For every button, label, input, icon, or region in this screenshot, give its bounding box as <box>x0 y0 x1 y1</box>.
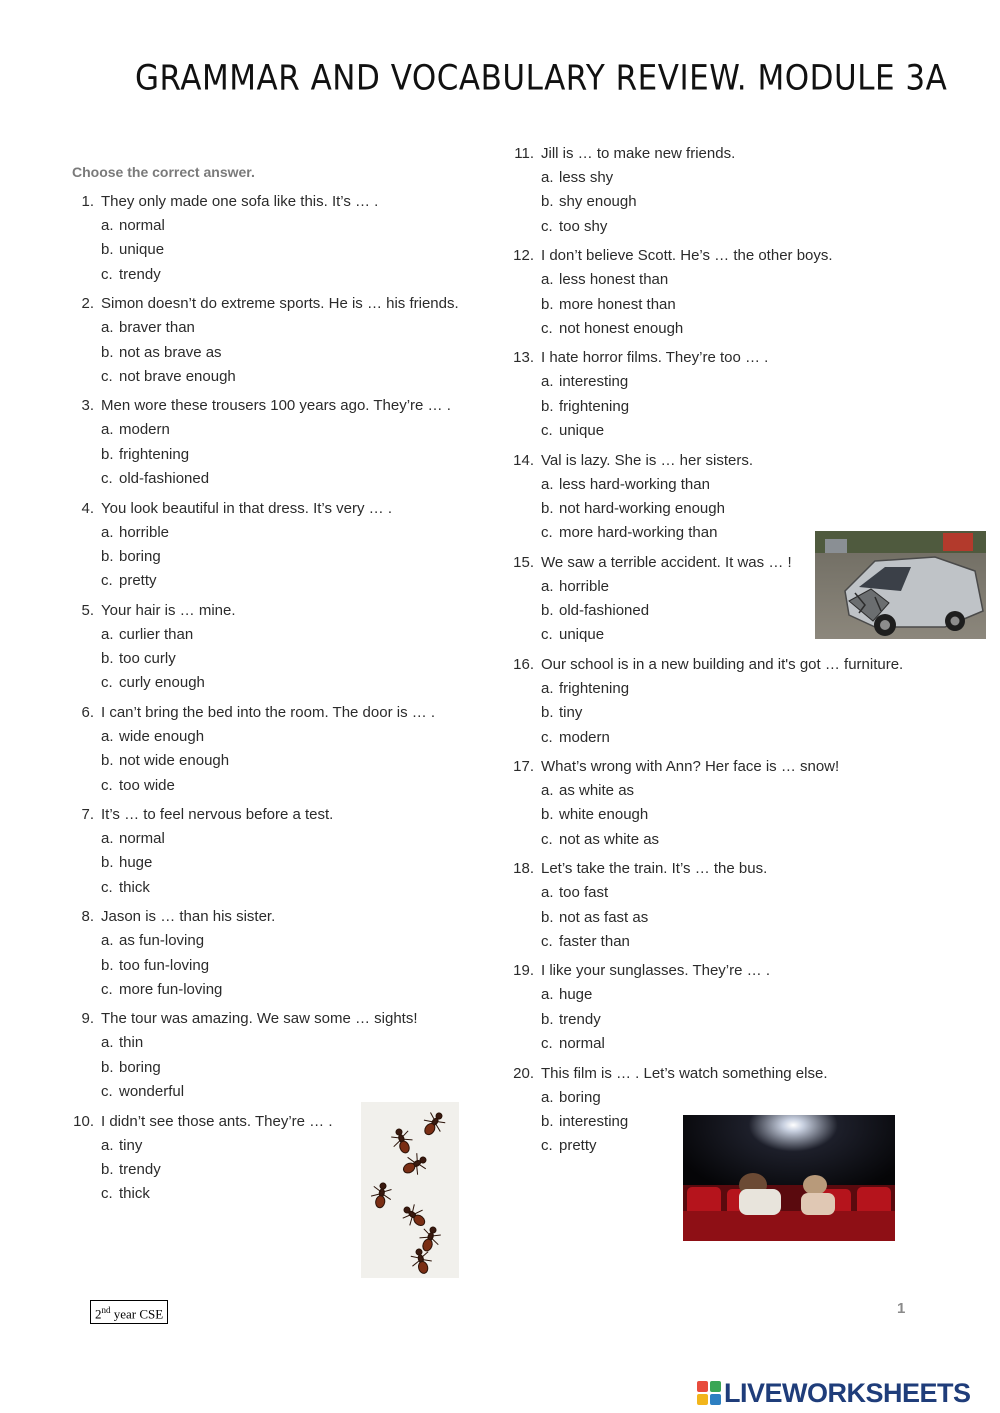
answer-option[interactable] <box>541 395 971 419</box>
option-text: horrible <box>559 577 610 595</box>
question-item <box>81 292 481 389</box>
question-item <box>81 1007 481 1104</box>
answer-option[interactable] <box>101 1031 481 1055</box>
course-label <box>90 1300 168 1324</box>
answer-option[interactable] <box>541 497 971 521</box>
option-letter: b. <box>541 908 554 926</box>
question-number: 9. <box>81 1010 94 1028</box>
liveworksheets-logo[interactable] <box>697 1376 971 1410</box>
option-letter: b. <box>541 295 554 313</box>
option-letter: c. <box>541 422 553 440</box>
question-text: I don’t believe Scott. He’s … the other boys. <box>541 247 833 265</box>
answer-option[interactable] <box>541 779 971 803</box>
option-text: too curly <box>119 650 176 668</box>
page-title: GRAMMAR AND VOCABULARY REVIEW. MODULE 3A <box>135 58 948 99</box>
answer-option[interactable] <box>101 978 481 1002</box>
option-letter: c. <box>541 217 553 235</box>
option-letter: c. <box>541 830 553 848</box>
question-text: I like your sunglasses. They’re … . <box>541 962 770 980</box>
cinema-illustration <box>683 1115 895 1241</box>
answer-option[interactable] <box>101 214 481 238</box>
option-letter: a. <box>541 884 554 902</box>
option-letter: b. <box>101 547 114 565</box>
option-letter: c. <box>541 1137 553 1155</box>
question-item <box>81 905 481 1002</box>
answer-option[interactable] <box>541 906 971 930</box>
option-letter: b. <box>101 1160 114 1178</box>
option-text: not as white as <box>559 830 660 848</box>
question-text: They only made one sofa like this. It’s … . <box>101 193 379 210</box>
option-letter: a. <box>101 319 114 337</box>
car-accident-illustration <box>815 531 986 639</box>
answer-option[interactable] <box>541 726 971 750</box>
question-number: 3. <box>81 397 94 415</box>
question-text: You look beautiful in that dress. It’s very … . <box>101 499 392 517</box>
option-text: boring <box>119 547 161 565</box>
option-text: old-fashioned <box>119 470 210 488</box>
option-letter: c. <box>101 265 113 283</box>
question-item <box>81 497 481 594</box>
question-text: Jill is … to make new friends. <box>541 145 736 162</box>
option-text: thin <box>119 1034 144 1052</box>
option-letter: a. <box>541 679 554 697</box>
question-item <box>81 701 481 798</box>
question-stem <box>81 1007 481 1031</box>
option-text: as fun-loving <box>119 932 205 950</box>
option-letter: a. <box>541 271 554 289</box>
option-letter: a. <box>541 782 554 800</box>
option-letter: c. <box>101 980 113 998</box>
question-number: 19. <box>513 962 534 980</box>
question-number: 11. <box>514 145 534 162</box>
question-item <box>513 959 971 1056</box>
option-text: huge <box>559 986 593 1004</box>
option-text: thick <box>119 1185 150 1203</box>
question-text: Jason is … than his sister. <box>101 908 276 926</box>
option-letter: b. <box>101 752 114 770</box>
option-letter: c. <box>101 367 113 385</box>
answer-option[interactable] <box>101 876 481 900</box>
question-text: This film is … . Let’s watch something else. <box>541 1064 828 1082</box>
answer-option[interactable] <box>541 881 971 905</box>
answer-option[interactable] <box>101 1080 481 1104</box>
option-letter: c. <box>541 524 553 542</box>
question-stem <box>514 142 971 166</box>
question-text: Val is lazy. She is … her sisters. <box>541 451 754 469</box>
question-stem <box>81 701 481 725</box>
question-text: Men wore these trousers 100 years ago. They’re … . <box>101 397 451 415</box>
option-text: normal <box>119 830 165 848</box>
question-number: 4. <box>81 499 94 517</box>
answer-option[interactable] <box>541 317 971 341</box>
option-text: trendy <box>119 265 161 283</box>
question-number: 1. <box>81 193 94 210</box>
question-number: 5. <box>81 601 94 619</box>
option-letter: a. <box>541 986 554 1004</box>
answer-option[interactable] <box>101 521 481 545</box>
option-text: not hard-working enough <box>559 499 725 517</box>
option-letter: b. <box>101 854 114 872</box>
option-letter: a. <box>101 727 114 745</box>
option-text: normal <box>119 217 165 234</box>
option-text: less shy <box>559 169 614 186</box>
question-number: 13. <box>513 349 534 367</box>
question-item <box>513 755 971 852</box>
option-letter: c. <box>101 572 113 590</box>
option-letter: b. <box>541 193 554 211</box>
answer-option[interactable] <box>541 803 971 827</box>
answer-option[interactable] <box>101 929 481 953</box>
question-text: We saw a terrible accident. It was … ! <box>541 553 792 571</box>
option-letter: a. <box>541 475 554 493</box>
option-text: wide enough <box>119 727 205 745</box>
logo-square-green <box>710 1381 721 1392</box>
answer-option[interactable] <box>101 774 481 798</box>
option-letter: a. <box>101 1034 114 1052</box>
question-number: 18. <box>513 860 534 878</box>
question-stem <box>81 803 481 827</box>
option-text: unique <box>119 241 165 259</box>
option-text: boring <box>119 1058 161 1076</box>
option-text: too shy <box>559 217 608 235</box>
option-text: less hard-working than <box>559 475 710 493</box>
option-text: more hard-working than <box>559 524 718 542</box>
option-letter: b. <box>541 397 554 415</box>
option-text: not honest enough <box>559 319 684 337</box>
course-suffix-sup: nd <box>101 1305 111 1315</box>
answer-option[interactable] <box>101 623 481 647</box>
option-letter: c. <box>541 1035 553 1053</box>
option-text: modern <box>119 421 170 439</box>
question-text: Your hair is … mine. <box>101 601 236 619</box>
option-letter: b. <box>541 704 554 722</box>
question-stem <box>81 190 481 214</box>
option-text: huge <box>119 854 153 872</box>
question-stem <box>513 346 971 370</box>
option-text: white enough <box>559 806 649 824</box>
option-text: thick <box>119 878 150 896</box>
question-item <box>514 142 971 239</box>
ants-illustration <box>361 1102 459 1278</box>
option-letter: b. <box>541 602 554 620</box>
question-number: 15. <box>513 553 534 571</box>
answer-option[interactable] <box>541 268 971 292</box>
question-stem <box>81 497 481 521</box>
option-text: faster than <box>559 932 630 950</box>
option-text: interesting <box>559 1112 629 1130</box>
liveworksheets-logo-icon <box>697 1381 721 1405</box>
option-text: too fast <box>559 884 609 902</box>
answer-option[interactable] <box>541 677 971 701</box>
option-letter: b. <box>541 499 554 517</box>
question-number: 10. <box>73 1112 94 1130</box>
answer-option[interactable] <box>541 166 971 190</box>
answer-option[interactable] <box>101 671 481 695</box>
option-letter: a. <box>541 373 554 391</box>
answer-option[interactable] <box>101 827 481 851</box>
option-text: not wide enough <box>119 752 230 770</box>
page-number: 1 <box>897 1300 906 1317</box>
option-text: horrible <box>119 523 170 541</box>
answer-option[interactable] <box>541 1008 971 1032</box>
answer-option[interactable] <box>101 569 481 593</box>
instruction-text: Choose the correct answer. <box>72 164 255 180</box>
option-text: more honest than <box>559 295 676 313</box>
question-text: The tour was amazing. We saw some … sights! <box>101 1010 418 1028</box>
option-text: less honest than <box>559 271 669 289</box>
option-letter: b. <box>541 1010 554 1028</box>
question-number: 7. <box>81 806 94 824</box>
question-text: I can’t bring the bed into the room. The door is … . <box>101 703 436 721</box>
option-letter: b. <box>541 806 554 824</box>
option-letter: c. <box>541 932 553 950</box>
option-text: curly enough <box>119 674 205 692</box>
question-stem <box>513 244 971 268</box>
option-letter: a. <box>101 523 114 541</box>
question-item <box>81 599 481 696</box>
question-number: 17. <box>513 758 534 776</box>
option-text: pretty <box>559 1137 597 1155</box>
option-text: too wide <box>119 776 175 794</box>
option-letter: c. <box>101 470 113 488</box>
option-letter: b. <box>101 1058 114 1076</box>
car-accident-photo <box>815 531 986 639</box>
question-item <box>513 857 971 954</box>
course-prefix: 2 <box>95 1306 102 1322</box>
question-text: What’s wrong with Ann? Her face is … snow! <box>541 758 840 776</box>
option-text: not as fast as <box>559 908 649 926</box>
option-text: not brave enough <box>119 367 236 385</box>
option-letter: a. <box>101 625 114 643</box>
answer-option[interactable] <box>101 749 481 773</box>
option-letter: c. <box>541 319 553 337</box>
question-item <box>81 394 481 491</box>
question-item <box>81 190 481 287</box>
option-text: normal <box>559 1035 605 1053</box>
option-text: wonderful <box>119 1083 185 1101</box>
question-text: Our school is in a new building and it's got … furniture. <box>541 655 904 673</box>
answer-option[interactable] <box>101 1056 481 1080</box>
answer-option[interactable] <box>101 467 481 491</box>
answer-option[interactable] <box>541 930 971 954</box>
bored-cinema-audience-photo <box>683 1115 895 1241</box>
question-text: Simon doesn’t do extreme sports. He is … his friends. <box>101 295 459 313</box>
question-item <box>81 803 481 900</box>
answer-option[interactable] <box>541 190 971 214</box>
question-number: 12. <box>513 247 534 265</box>
question-number: 16. <box>513 655 534 673</box>
answer-option[interactable] <box>101 545 481 569</box>
option-letter: a. <box>541 169 554 186</box>
option-text: too fun-loving <box>119 956 210 974</box>
option-letter: a. <box>101 1136 114 1154</box>
answer-option[interactable] <box>101 418 481 442</box>
answer-option[interactable] <box>541 370 971 394</box>
option-letter: a. <box>101 217 114 234</box>
option-letter: b. <box>101 241 114 259</box>
course-suffix: year CSE <box>110 1306 164 1322</box>
question-stem <box>513 653 971 677</box>
option-letter: c. <box>101 776 113 794</box>
question-column-left <box>73 190 481 1212</box>
option-letter: b. <box>101 650 114 668</box>
option-text: not as brave as <box>119 343 222 361</box>
question-column-right <box>513 142 971 1164</box>
option-text: frightening <box>559 679 630 697</box>
option-letter: a. <box>541 1088 554 1106</box>
question-text: It’s … to feel nervous before a test. <box>101 806 334 824</box>
option-letter: c. <box>101 878 113 896</box>
answer-option[interactable] <box>101 238 481 262</box>
option-text: trendy <box>559 1010 601 1028</box>
question-stem <box>513 449 971 473</box>
option-letter: c. <box>101 1185 113 1203</box>
option-letter: b. <box>101 956 114 974</box>
option-text: braver than <box>119 319 195 337</box>
answer-option[interactable] <box>541 293 971 317</box>
option-text: unique <box>559 422 605 440</box>
option-letter: c. <box>541 728 553 746</box>
answer-option[interactable] <box>541 473 971 497</box>
option-text: frightening <box>559 397 630 415</box>
question-stem <box>81 292 481 316</box>
answer-option[interactable] <box>101 851 481 875</box>
option-letter: b. <box>101 343 114 361</box>
option-text: frightening <box>119 445 190 463</box>
logo-square-red <box>697 1381 708 1392</box>
option-letter: c. <box>101 1083 113 1101</box>
answer-option[interactable] <box>101 954 481 978</box>
option-text: shy enough <box>559 193 637 211</box>
logo-square-blue <box>710 1394 721 1405</box>
option-letter: c. <box>541 626 553 644</box>
option-letter: c. <box>101 674 113 692</box>
answer-option[interactable] <box>101 341 481 365</box>
option-text: more fun-loving <box>119 980 223 998</box>
question-number: 6. <box>81 703 94 721</box>
option-text: tiny <box>119 1136 143 1154</box>
answer-option[interactable] <box>541 215 971 239</box>
option-text: tiny <box>559 704 583 722</box>
question-stem <box>81 599 481 623</box>
option-letter: a. <box>541 577 554 595</box>
answer-option[interactable] <box>101 443 481 467</box>
option-letter: a. <box>101 830 114 848</box>
question-number: 20. <box>513 1064 534 1082</box>
question-number: 2. <box>81 295 94 313</box>
answer-option[interactable] <box>541 1086 971 1110</box>
question-number: 8. <box>81 908 94 926</box>
question-stem <box>81 905 481 929</box>
answer-option[interactable] <box>101 365 481 389</box>
ants-photo <box>361 1102 459 1278</box>
answer-option[interactable] <box>541 828 971 852</box>
option-text: modern <box>559 728 610 746</box>
option-text: trendy <box>119 1160 161 1178</box>
answer-option[interactable] <box>541 419 971 443</box>
answer-option[interactable] <box>101 725 481 749</box>
answer-option[interactable] <box>541 983 971 1007</box>
option-text: boring <box>559 1088 601 1106</box>
answer-option[interactable] <box>101 263 481 287</box>
option-text: old-fashioned <box>559 602 650 620</box>
question-number: 14. <box>513 451 534 469</box>
question-item <box>513 346 971 443</box>
option-text: interesting <box>559 373 629 391</box>
option-letter: b. <box>541 1112 554 1130</box>
answer-option[interactable] <box>101 647 481 671</box>
question-stem <box>513 1062 971 1086</box>
answer-option[interactable] <box>101 316 481 340</box>
question-stem <box>81 394 481 418</box>
answer-option[interactable] <box>541 701 971 725</box>
question-stem <box>513 857 971 881</box>
option-text: pretty <box>119 572 157 590</box>
option-letter: a. <box>101 932 114 950</box>
question-stem <box>513 755 971 779</box>
question-text: I didn’t see those ants. They’re … . <box>101 1112 333 1130</box>
question-stem <box>513 959 971 983</box>
option-letter: a. <box>101 421 114 439</box>
option-text: unique <box>559 626 605 644</box>
logo-square-yellow <box>697 1394 708 1405</box>
liveworksheets-logo-text: LIVEWORKSHEETS <box>724 1377 971 1408</box>
question-text: Let’s take the train. It’s … the bus. <box>541 860 768 878</box>
answer-option[interactable] <box>541 1032 971 1056</box>
question-item <box>513 244 971 341</box>
option-letter: b. <box>101 445 114 463</box>
question-item <box>513 653 971 750</box>
question-text: I hate horror films. They’re too … . <box>541 349 769 367</box>
option-text: curlier than <box>119 625 194 643</box>
option-text: as white as <box>559 782 635 800</box>
